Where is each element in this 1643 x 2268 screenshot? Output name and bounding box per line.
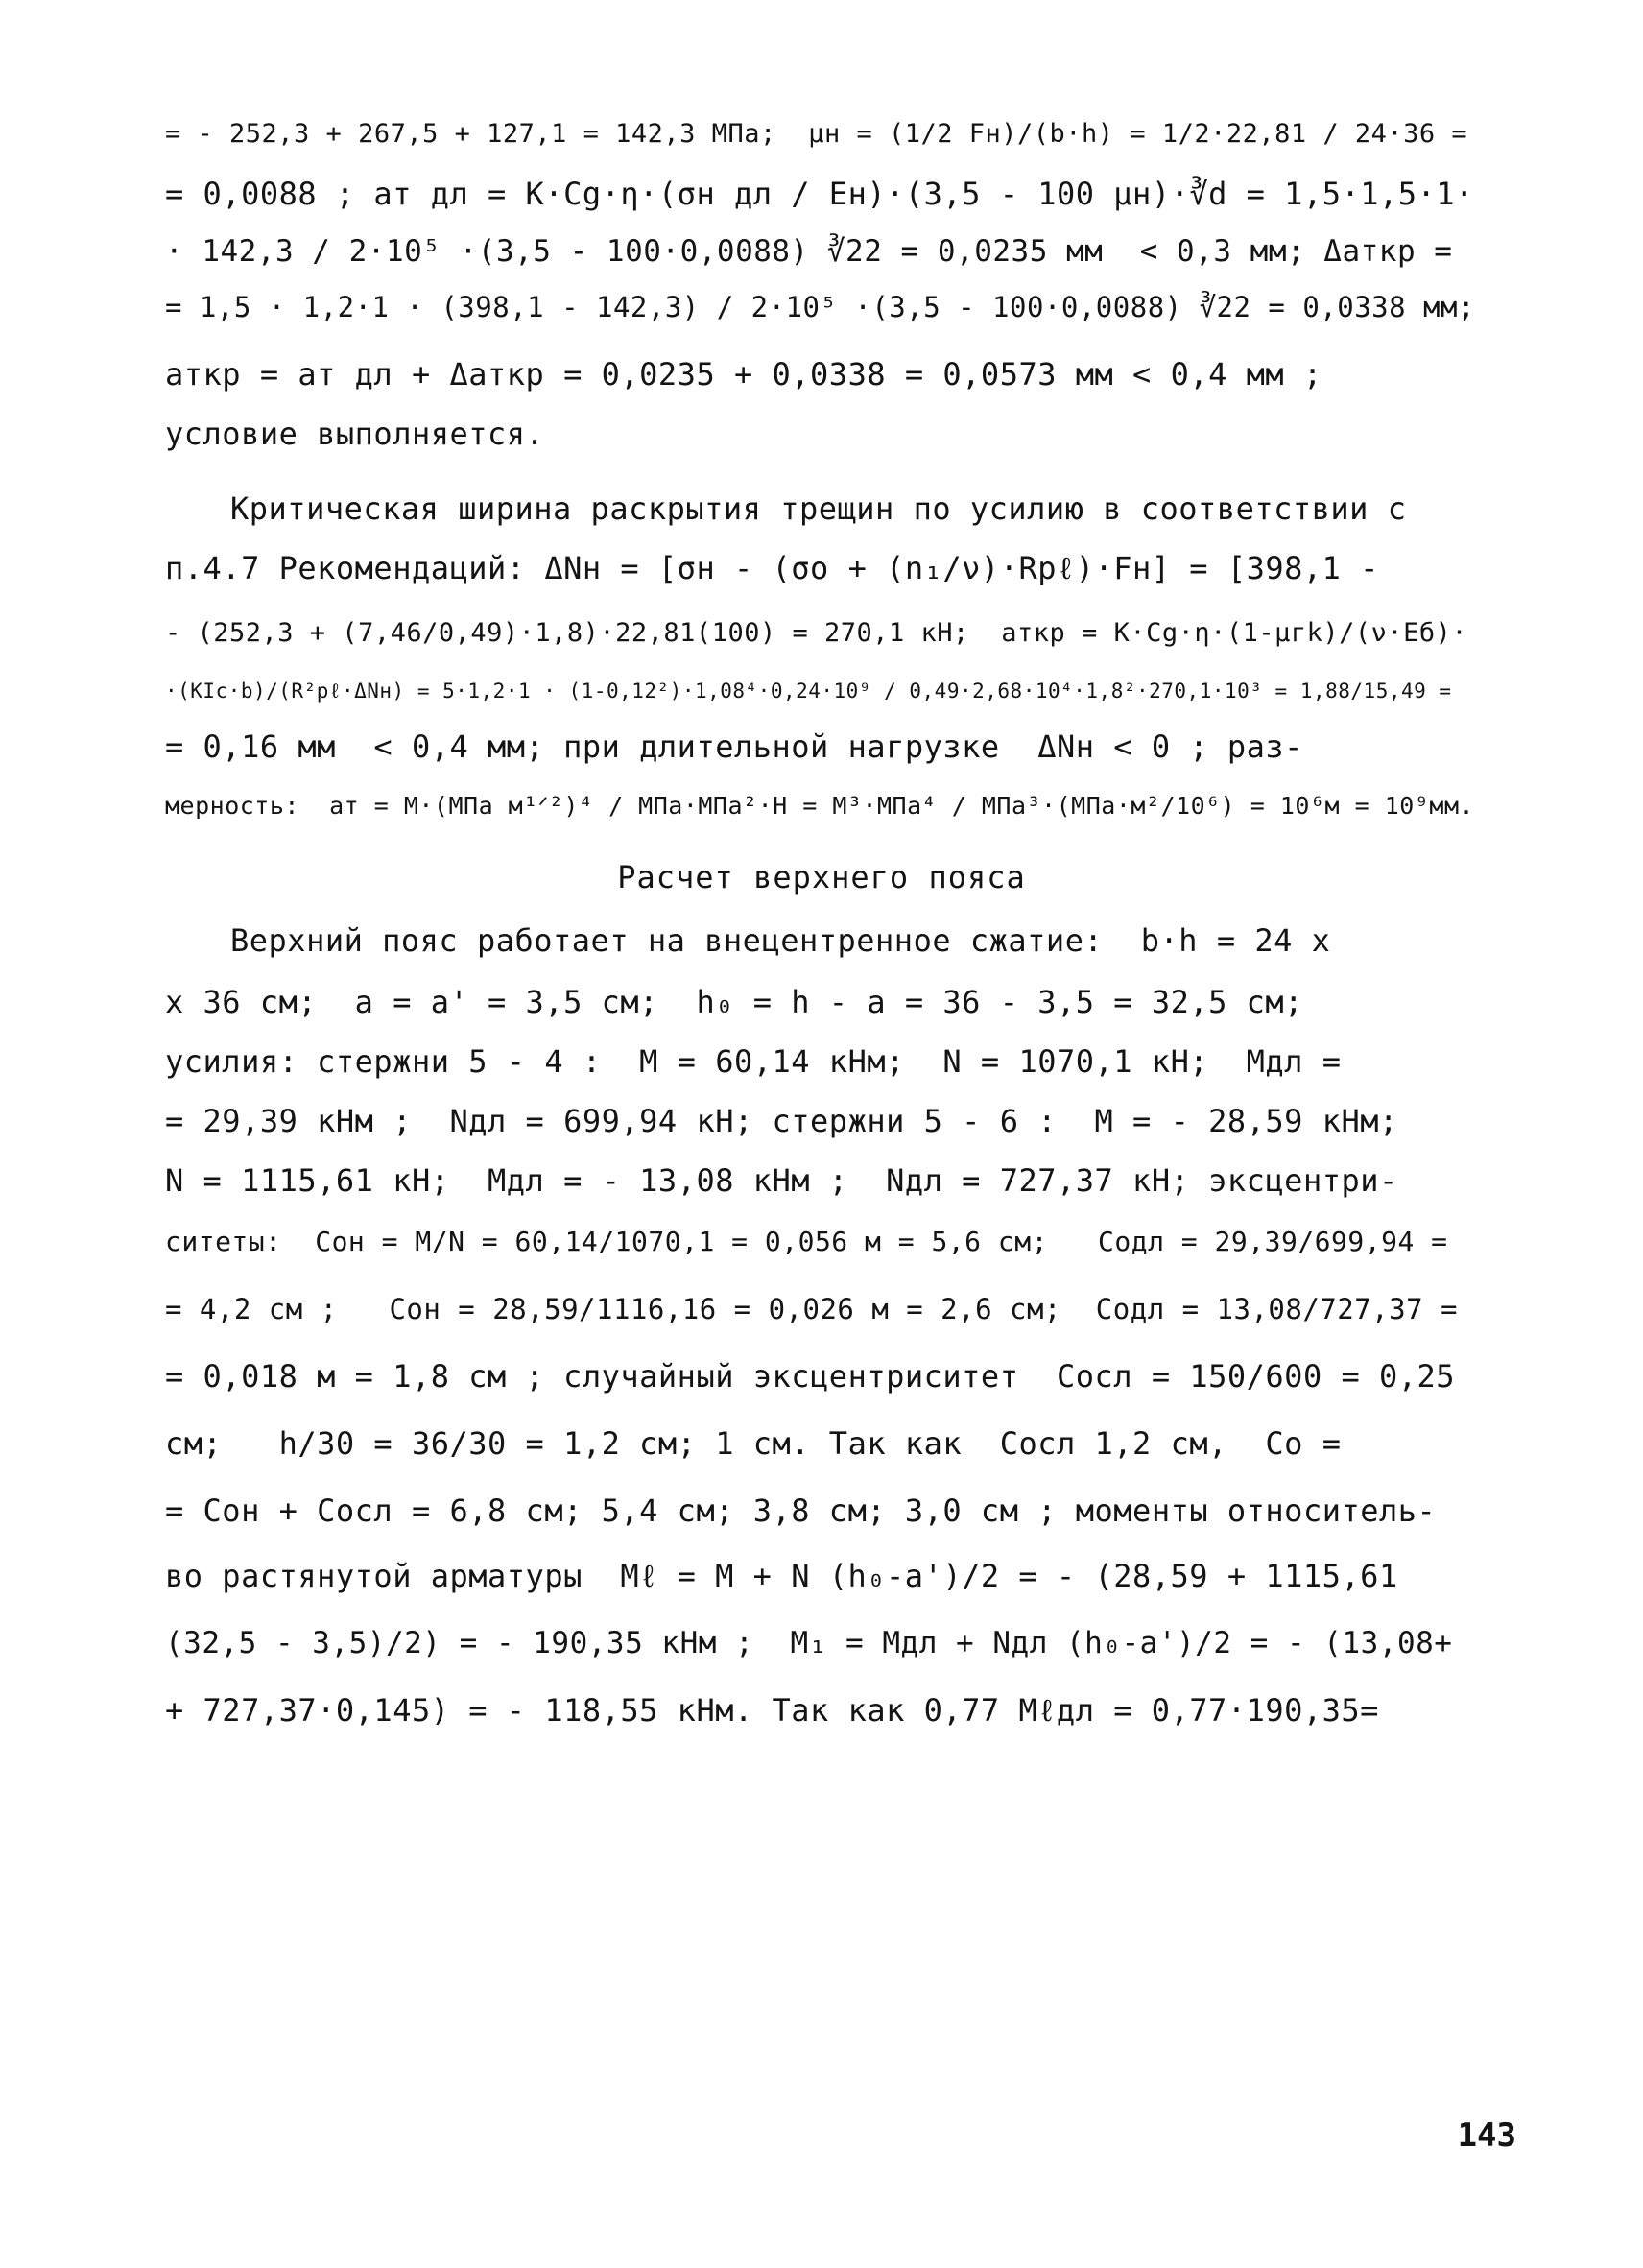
- text-line-4: = 1,5 · 1,2·1 · (398,1 - 142,3) / 2·10⁵ ·(3,5 - 100·0,0088) ∛22 = 0,0338 мм;: [165, 291, 1475, 323]
- text-line-24: во растянутой арматуры Mℓ = M + N (h₀-a')/2 = - (28,59 + 1115,61: [165, 1558, 1398, 1594]
- text-line-7: Критическая ширина раскрытия трещин по усилию в соответствии с: [230, 490, 1407, 527]
- text-line-21: = 0,018 м = 1,8 см ; случайный эксцентриситет Cocл = 150/600 = 0,25: [165, 1358, 1456, 1395]
- text-line-17: = 29,39 кНм ; Nдл = 699,94 кН; стержни 5 - 6 : M = - 28,59 кНм;: [165, 1103, 1398, 1139]
- text-line-15: x 36 см; a = a' = 3,5 см; h₀ = h - a = 36 - 3,5 = 32,5 см;: [165, 984, 1303, 1020]
- text-line-16: усилия: стержни 5 - 4 : M = 60,14 кНм; N = 1070,1 кН; Mдл =: [165, 1043, 1342, 1080]
- text-line-1: = - 252,3 + 267,5 + 127,1 = 142,3 МПа; μн = (1/2 Fн)/(b·h) = 1/2·22,81 / 24·36 =: [165, 119, 1468, 149]
- text-line-22: см; h/30 = 36/30 = 1,2 см; 1 см. Так как Cocл 1,2 см, Co =: [165, 1425, 1342, 1462]
- text-line-3: · 142,3 / 2·10⁵ ·(3,5 - 100·0,0088) ∛22 = 0,0235 мм < 0,3 мм; Δaткр =: [165, 234, 1453, 269]
- text-line-23: = Coн + Cocл = 6,8 см; 5,4 см; 3,8 см; 3,0 см ; моменты относитель-: [165, 1492, 1437, 1529]
- text-line-14: Верхний пояс работает на внецентренное сжатие: b·h = 24 x: [230, 922, 1331, 959]
- text-line-6: условие выполняется.: [165, 416, 545, 452]
- page-number: 143: [1457, 2116, 1516, 2155]
- text-line-9: - (252,3 + (7,46/0,49)·1,8)·22,81(100) = 270,1 кН; aткр = K·Cg·η·(1-μгk)/(ν·Eб)·: [165, 618, 1468, 648]
- text-line-20: = 4,2 см ; Coн = 28,59/1116,16 = 0,026 м = 2,6 см; Coдл = 13,08/727,37 =: [165, 1293, 1458, 1325]
- text-line-19: ситеты: Coн = M/N = 60,14/1070,1 = 0,056 м = 5,6 см; Coдл = 29,39/699,94 =: [165, 1226, 1448, 1257]
- text-line-18: N = 1115,61 кН; Mдл = - 13,08 кНм ; Nдл = 727,37 кН; эксцентри-: [165, 1162, 1398, 1199]
- text-line-5: aткр = aт дл + Δaткр = 0,0235 + 0,0338 = 0,0573 мм < 0,4 мм ;: [165, 356, 1322, 393]
- text-line-25: (32,5 - 3,5)/2) = - 190,35 кНм ; M₁ = Mдл + Nдл (h₀-a')/2 = - (13,08+: [165, 1626, 1453, 1660]
- section-heading: Расчет верхнего пояса: [617, 859, 1026, 895]
- text-line-8: п.4.7 Рекомендаций: ΔNн = [σн - (σo + (n₁/ν)·Rрℓ)·Fн] = [398,1 -: [165, 550, 1379, 586]
- text-line-26: + 727,37·0,145) = - 118,55 кНм. Так как 0,77 Mℓдл = 0,77·190,35=: [165, 1692, 1379, 1729]
- text-line-11: = 0,16 мм < 0,4 мм; при длительной нагрузке ΔNн < 0 ; раз-: [165, 728, 1303, 765]
- text-line-10: ·(KIc·b)/(R²рℓ·ΔNн) = 5·1,2·1 · (1-0,12²)·1,08⁴·0,24·10⁹ / 0,49·2,68·10⁴·1,8²·270,1·10³ = 1,88/15,49 =: [165, 680, 1452, 703]
- text-line-12: мерность: aт = M·(МПа м¹ᐟ²)⁴ / МПа·МПа²·Н = M³·МПа⁴ / МПа³·(МПа·м²/10⁶) = 10⁶м = 10⁹мм.: [165, 792, 1475, 820]
- text-line-2: = 0,0088 ; aт дл = K·Cg·η·(σн дл / Eн)·(3,5 - 100 μн)·∛d = 1,5·1,5·1·: [165, 176, 1474, 212]
